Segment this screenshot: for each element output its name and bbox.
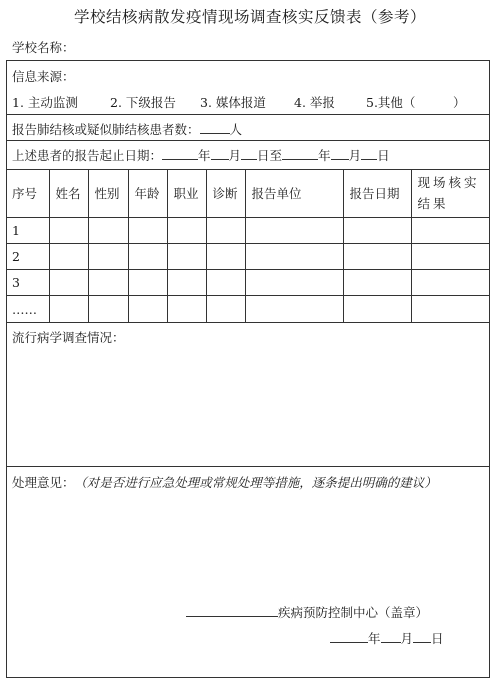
table-cell[interactable] <box>206 243 245 269</box>
source-option-media: 3. 媒体报道 <box>200 95 266 110</box>
sign-year-field[interactable] <box>330 630 368 643</box>
table-row <box>6 217 490 243</box>
table-cell[interactable] <box>245 217 343 243</box>
table-header-row <box>6 170 490 217</box>
opinion-row <box>12 473 437 491</box>
header-cell-name: 姓名 <box>49 170 88 217</box>
year-label: 年 <box>318 148 331 163</box>
table-cell[interactable] <box>167 296 206 322</box>
table-cell[interactable] <box>343 243 411 269</box>
source-option-other-close: ） <box>453 95 466 110</box>
start-year-field[interactable] <box>162 147 198 160</box>
header-cell-age: 年龄 <box>128 170 167 217</box>
start-month-field[interactable] <box>211 147 229 160</box>
row-number: 1 <box>6 217 49 243</box>
table-cell[interactable] <box>49 270 88 296</box>
start-day-field[interactable] <box>241 147 257 160</box>
report-date-label: 上述患者的报告起止日期： <box>12 148 163 163</box>
table-row <box>6 296 490 322</box>
year-label: 年 <box>368 631 381 646</box>
table-cell[interactable] <box>88 270 128 296</box>
opinion-note: （对是否进行应急处理或常规处理等措施，逐条提出明确的建议） <box>80 475 437 490</box>
table-cell[interactable] <box>245 243 343 269</box>
table-cell[interactable] <box>167 270 206 296</box>
table-cell[interactable] <box>206 217 245 243</box>
case-table <box>6 170 490 322</box>
end-month-field[interactable] <box>331 147 349 160</box>
cdc-seal-label: 疾病预防控制中心（盖章） <box>278 605 429 620</box>
sign-day-field[interactable] <box>413 630 431 643</box>
month-label: 月 <box>348 148 362 163</box>
header-cell-sex: 性别 <box>88 170 128 217</box>
signature-row <box>186 603 428 621</box>
table-cell[interactable] <box>411 296 490 322</box>
cdc-name-field[interactable] <box>186 604 278 617</box>
patient-count-label: 报告肺结核或疑似肺结核患者数： <box>12 122 200 137</box>
patient-count-row <box>12 120 242 138</box>
table-cell[interactable] <box>167 243 206 269</box>
school-name-label: 学校名称： <box>12 40 75 55</box>
month-label: 月 <box>400 631 414 646</box>
table-cell[interactable] <box>411 270 490 296</box>
opinion-textarea[interactable] <box>12 492 484 592</box>
table-cell[interactable] <box>128 270 167 296</box>
table-cell[interactable] <box>88 296 128 322</box>
table-cell[interactable] <box>49 217 88 243</box>
patient-count-unit: 人 <box>229 122 243 137</box>
divider <box>6 140 490 141</box>
header-cell-report-date: 报告日期 <box>343 170 411 217</box>
table-cell[interactable] <box>88 217 128 243</box>
month-label: 月 <box>228 148 242 163</box>
table-cell[interactable] <box>411 217 490 243</box>
table-cell[interactable] <box>343 296 411 322</box>
table-cell[interactable] <box>206 270 245 296</box>
row-number: …… <box>6 296 49 322</box>
header-cell-diagnosis: 诊断 <box>206 170 245 217</box>
table-cell[interactable] <box>245 270 343 296</box>
header-cell-serial: 序号 <box>6 170 49 217</box>
source-option-lower-report: 2. 下级报告 <box>110 95 176 110</box>
table-cell[interactable] <box>343 270 411 296</box>
source-option-other: 5.其他（ <box>366 95 416 110</box>
source-option-tipoff: 4. 举报 <box>294 95 335 110</box>
day-label: 日 <box>431 631 444 646</box>
header-cell-reporting-unit: 报告单位 <box>245 170 343 217</box>
table-cell[interactable] <box>343 217 411 243</box>
form-title: 学校结核病散发疫情现场调查核实反馈表（参考） <box>73 8 426 26</box>
table-cell[interactable] <box>49 243 88 269</box>
table-row <box>6 270 490 296</box>
signature-date-row <box>330 629 444 647</box>
divider <box>6 322 490 323</box>
source-option-active-monitoring: 1. 主动监测 <box>12 95 78 110</box>
opinion-label: 处理意见： <box>12 475 75 490</box>
report-date-row <box>12 146 390 164</box>
source-label: 信息来源： <box>12 69 75 84</box>
table-row <box>6 243 490 269</box>
row-number: 3 <box>6 270 49 296</box>
table-cell[interactable] <box>88 243 128 269</box>
header-cell-verification: 现场核实结果 <box>411 170 490 217</box>
investigation-label: 流行病学调查情况： <box>12 330 125 345</box>
patient-count-field[interactable] <box>200 121 230 134</box>
sign-month-field[interactable] <box>381 630 401 643</box>
end-year-field[interactable] <box>282 147 318 160</box>
table-cell[interactable] <box>49 296 88 322</box>
year-label: 年 <box>198 148 211 163</box>
header-cell-occupation: 职业 <box>167 170 206 217</box>
table-cell[interactable] <box>411 243 490 269</box>
table-cell[interactable] <box>245 296 343 322</box>
table-cell[interactable] <box>128 243 167 269</box>
day-label: 日 <box>377 148 390 163</box>
table-cell[interactable] <box>128 296 167 322</box>
day-to-label: 日至 <box>257 148 283 163</box>
investigation-textarea[interactable] <box>12 346 484 462</box>
divider <box>6 114 490 115</box>
table-cell[interactable] <box>167 217 206 243</box>
divider <box>6 466 490 467</box>
table-cell[interactable] <box>128 217 167 243</box>
row-number: 2 <box>6 243 49 269</box>
table-cell[interactable] <box>206 296 245 322</box>
end-day-field[interactable] <box>361 147 377 160</box>
